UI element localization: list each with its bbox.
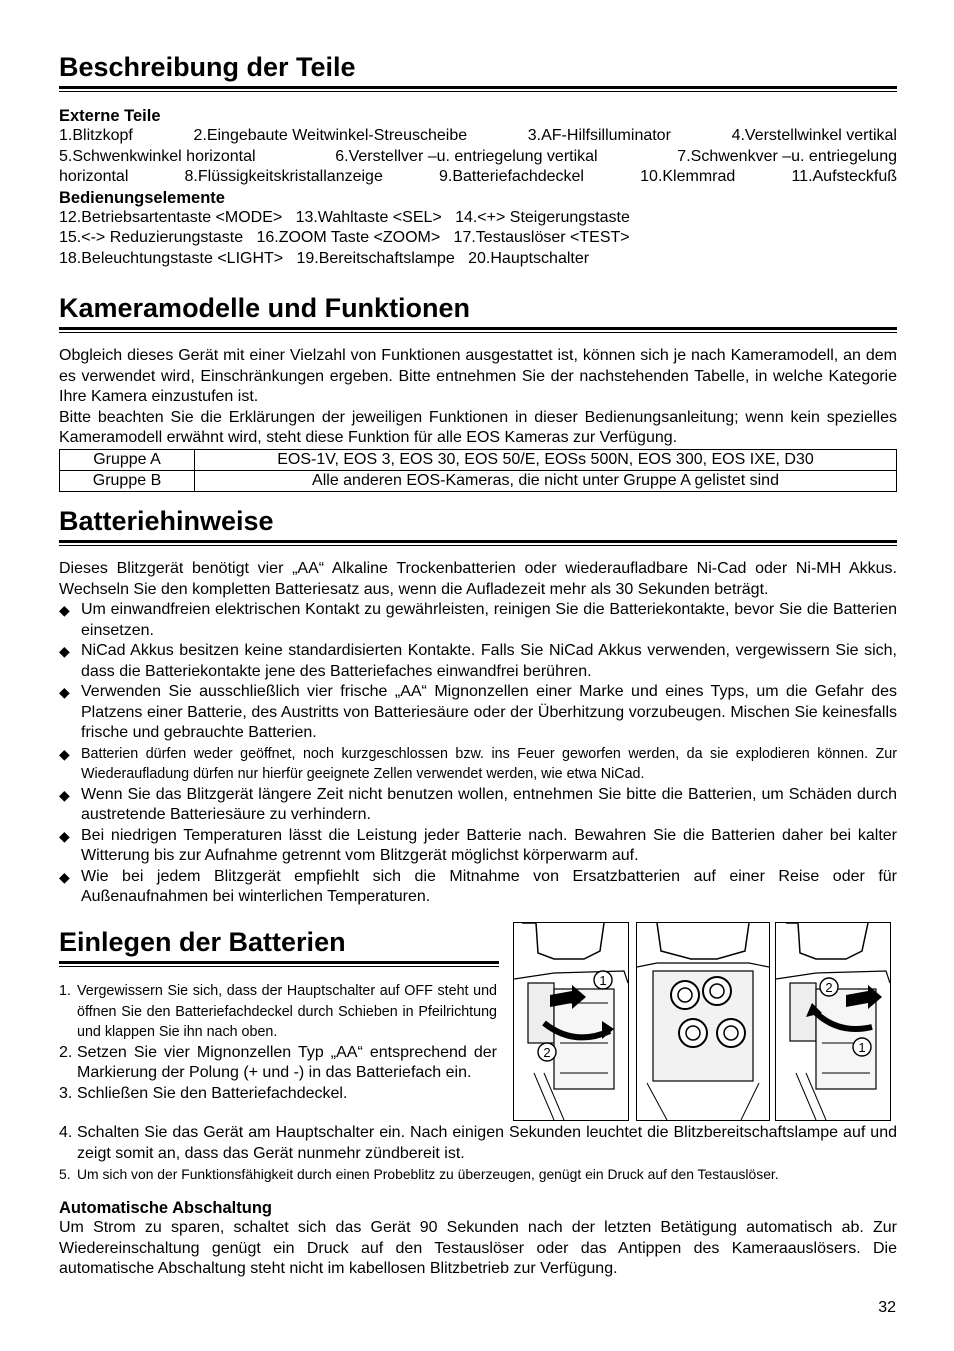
battery-compartment-drawing: [637, 923, 769, 1120]
section-title-insert-batteries: Einlegen der Batterien: [59, 927, 346, 957]
title-rule: [59, 961, 499, 967]
title-rule: [59, 327, 897, 333]
marker-2-icon: 2: [543, 1045, 551, 1060]
external-parts-heading: Externe Teile: [59, 107, 161, 125]
step-item: 5. Um sich von der Funktionsfähigkeit durch einen Probeblitz zu überzeugen, genügt ein Druck auf den Testauslöser.: [59, 1166, 779, 1182]
section-title-camera-models: Kameramodelle und Funktionen: [59, 293, 471, 323]
section-title-battery-notes: Batteriehinweise: [59, 506, 274, 536]
diamond-bullet-icon: ◆: [59, 745, 70, 762]
battery-intro: Dieses Blitzgerät benötigt vier „AA“ Alkaline Trockenbatterien oder wiederaufladbare Ni-Cad oder Ni-MH Akkus. Wechseln Sie den kompletten Batteriesatz aus, wenn die Aufladezeit mehr als 30 Sekunden beträgt.: [59, 560, 897, 598]
diamond-bullet-icon: ◆: [59, 643, 70, 659]
external-parts-line-3: horizontal 8.Flüssigkeitskristallanzeige 9.Batteriefachdeckel 10.Klemmrad 11.Aufsteckfuß: [59, 168, 897, 185]
list-item: ◆ NiCad Akkus besitzen keine standardisierten Kontakte. Falls Sie NiCad Akkus verwenden, vergewissern Sie sich, dass die Batteriekontakte jene des Batteriefaches einwandfrei berühren.: [59, 642, 897, 680]
camera-group-table: [59, 449, 897, 492]
list-item: ◆ Wie bei jedem Blitzgerät empfiehlt sich die Mitnahme von Ersatzbatterien auf einer Reise oder für Außenaufnahmen bei winterlichen Temperaturen.: [59, 867, 897, 905]
marker-1-icon: 1: [599, 973, 607, 988]
title-rule: [59, 86, 897, 92]
list-item: ◆ Bei niedrigen Temperaturen lässt die Leistung jeder Batterie nach. Bewahren Sie die Batterien daher bei kalter Witterung bis zur Aufnahme getrennt vom Blitzgerät möglichst körperwarm auf.: [59, 826, 897, 864]
camera-models-paragraph-2: Bitte beachten Sie die Erklärungen der jeweiligen Funktionen in dieser Bedienungsanleitung; wenn kein spezielles Kameramodell erwähnt wird, steht diese Funktion für alle EOS Kameras zur Verfügung.: [59, 408, 897, 446]
flash-unit-open-cover-drawing: [514, 923, 628, 1120]
controls-line-1: 12.Betriebsartentaste <MODE> 13.Wahltaste <SEL> 14.<+> Steigerungstaste: [59, 208, 630, 226]
group-cell: Gruppe A: [60, 449, 195, 470]
marker-2-icon: 2: [825, 980, 833, 995]
diamond-bullet-icon: ◆: [59, 684, 70, 700]
auto-off-text: Um Strom zu sparen, schaltet sich das Gerät 90 Sekunden nach der letzten Betätigung automatisch ab. Zur Wiedereinschaltung genügt ein Druck auf den Testauslöser oder das Antippen des Kameraauslösers. Die automatische Abschaltung steht nicht im kabellosen Blitzbetrieb zur Verfügung.: [59, 1219, 897, 1277]
title-rule: [59, 540, 897, 546]
table-row: [60, 449, 897, 470]
battery-cover-open-figure: [513, 922, 629, 1121]
section-title-parts: Beschreibung der Teile: [59, 52, 356, 82]
battery-cover-close-figure: [775, 922, 891, 1121]
list-item: ◆ Verwenden Sie ausschließlich vier frische „AA“ Mignonzellen einer Marke und eines Typs, um die Gefahr des Platzens einer Batterie, des Austritts von Batteriesäure oder der Überhitzung vorzubeugen. Mischen Sie keinesfalls frische und gebrauchte Batterien.: [59, 683, 897, 741]
diamond-bullet-icon: ◆: [59, 786, 70, 803]
models-cell: Alle anderen EOS-Kameras, die nicht unter Gruppe A gelistet sind: [195, 470, 897, 491]
camera-models-paragraph-1: Obgleich dieses Gerät mit einer Vielzahl von Funktionen ausgestattet ist, können sich je nach Kameramodell, an dem es verwendet wird, Einschränkungen ergeben. Bitte entnehmen Sie der nachstehenden Tabelle, in welche Kategorie Ihre Kamera einzustufen ist.: [59, 347, 897, 405]
step-item: 3. Schließen Sie den Batteriefachdeckel.: [59, 1084, 348, 1102]
page-number: 32: [878, 1299, 896, 1316]
controls-heading: Bedienungselemente: [59, 188, 225, 207]
step-item: 4. Schalten Sie das Gerät am Hauptschalter ein. Nach einigen Sekunden leuchtet die Blitzbereitschaftslampe auf und zeigt somit an, dass das Gerät nunmehr zündbereit ist.: [59, 1124, 897, 1162]
diamond-bullet-icon: ◆: [59, 602, 70, 618]
controls-line-3: 18.Beleuchtungstaste <LIGHT> 19.Bereitschaftslampe 20.Hauptschalter: [59, 249, 590, 267]
battery-insert-figure: [636, 922, 770, 1121]
controls-line-2: 15.<-> Reduzierungstaste 16.ZOOM Taste <ZOOM> 17.Testauslöser <TEST>: [59, 229, 630, 246]
marker-1-icon: 1: [858, 1040, 866, 1055]
group-cell: Gruppe B: [60, 470, 195, 491]
diamond-bullet-icon: ◆: [59, 868, 70, 885]
models-cell: EOS-1V, EOS 3, EOS 30, EOS 50/E, EOSs 500N, EOS 300, EOS IXE, D30: [195, 449, 897, 470]
list-item: ◆ Wenn Sie das Blitzgerät längere Zeit nicht benutzen wollen, entnehmen Sie bitte die Batterien, um Schäden durch austretende Batteriesäure zu verhindern.: [59, 785, 897, 823]
diamond-bullet-icon: ◆: [59, 827, 70, 844]
step-item: 2. Setzen Sie vier Mignonzellen Typ „AA“ entsprechend der Markierung der Polung (+ und -) in das Batteriefach ein.: [59, 1043, 497, 1081]
list-item: ◆ Batterien dürfen weder geöffnet, noch kurzgeschlossen bzw. ins Feuer geworfen werden, da sie explodieren können. Zur Wiederaufladung dürfen nur hierfür geeignete Zellen verwendet werden, wie etwa NiCad.: [59, 745, 897, 782]
external-parts-line-1: 1.Blitzkopf 2.Eingebaute Weitwinkel-Streuscheibe 3.AF-Hilfsilluminator 4.Verstellwinkel vertikal: [59, 127, 897, 144]
flash-unit-close-cover-drawing: [776, 923, 890, 1120]
step-item: 1. Vergewissern Sie sich, dass der Hauptschalter auf OFF steht und öffnen Sie den Batteriefachdeckel durch Schieben in Pfeilrichtung und klappen Sie ihn nach oben.: [59, 983, 497, 1040]
external-parts-line-2: 5.Schwenkwinkel horizontal 6.Verstellver –u. entriegelung vertikal 7.Schwenkver –u. entriegelung: [59, 147, 897, 165]
list-item: ◆ Um einwandfreien elektrischen Kontakt zu gewährleisten, reinigen Sie die Batteriekontakte, bevor Sie die Batterien einsetzen.: [59, 601, 897, 639]
table-row: [60, 470, 897, 491]
auto-off-heading: Automatische Abschaltung: [59, 1199, 272, 1217]
